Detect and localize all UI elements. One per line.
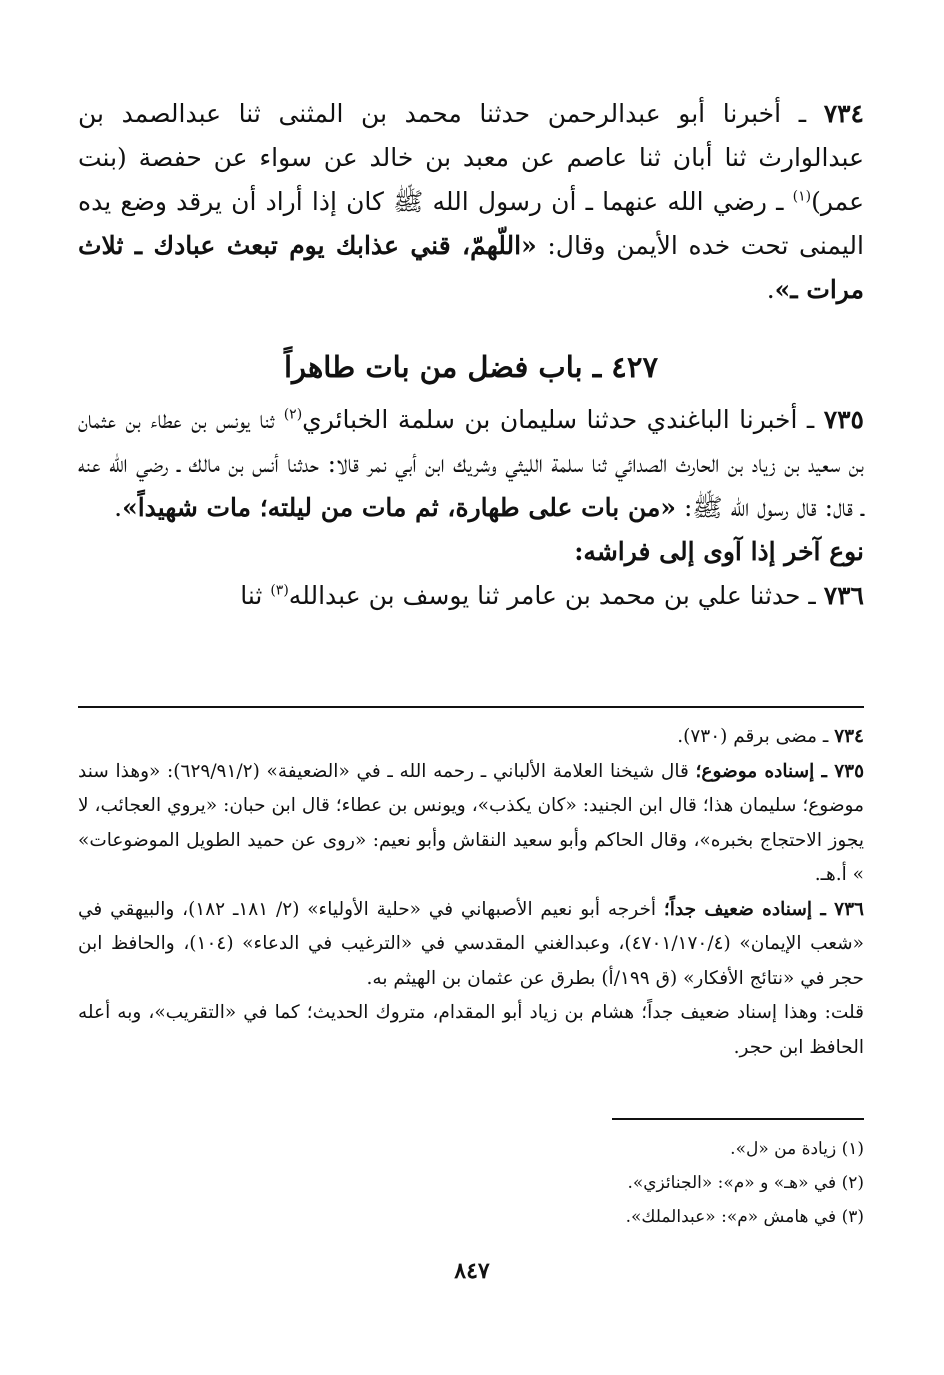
note-verdict: ـ إسناده ضعيف جداً؛ — [663, 898, 835, 920]
hadith-text: ـ أخبرنا الباغندي حدثنا سليمان بن سلمة الخبائري — [302, 405, 824, 434]
divider-main — [78, 706, 864, 708]
footnote-ref: (٣) — [270, 582, 289, 599]
hadith-text: ـ أخبرنا أبو عبدالرحمن حدثنا محمد بن المثنى ثنا عبدالصمد بن عبدالوارث ثنا أبان ثنا عاصم عن معبد بن خالد عن سواء عن حفصة (بنت عمر) — [78, 99, 864, 216]
note-text: قال شيخنا العلامة الألباني ـ رحمه الله ـ في «الضعيفة» (٦٢٩/٩١/٢): «وهذا سند موضوع؛ سليمان هذا؛ قال ابن الجنيد: «كان يكذب»، ويونس بن عطاء؛ قال ابن حبان: «يروي العجائب، لا يجوز الاحتجاج بخبره»، وقال الحاكم وأبو سعيد النقاش وأبو نعيم: «روى عن حميد الطويل الموضوعات» » أ.هـ. — [78, 760, 864, 885]
page-number: ٨٤٧ — [454, 1258, 490, 1284]
divider-footnotes — [612, 1118, 864, 1120]
takhrij-notes — [78, 720, 864, 1065]
footnote-ref: (٢) — [283, 406, 303, 423]
footnote-1: (١) زيادة من «ل». — [730, 1139, 864, 1159]
footnotes — [78, 1132, 864, 1234]
sub-heading: نوع آخر إذا آوى إلى فراشه: — [574, 537, 864, 566]
hadith-number: ٧٣٤ — [823, 99, 864, 128]
punct: . — [114, 493, 123, 522]
footnote-ref: (١) — [792, 188, 812, 205]
hadith-text-cont: ـ رضي الله عنهما ـ أن رسول الله ﷺ كان إذا أراد أن يرقد وضع يده اليمنى تحت خده الأيمن وقال: — [78, 187, 864, 260]
hadith-text-cont: ثنا يونس بن عطاء بن عثمان بن سعيد بن زياد بن الحارث الصدائي ثنا سلمة الليثي وشريك ابن أبي نمر قالا: حدثنا أنس بن مالك ـ رضي الله عنه ـ قال: قال رسول الله ﷺ: — [78, 405, 864, 522]
punct: . — [766, 275, 775, 304]
hadith-736 — [78, 574, 864, 618]
main-text — [78, 92, 864, 618]
hadith-number: ٧٣٥ — [823, 405, 864, 434]
note-number: ٧٣٤ — [834, 726, 864, 747]
hadith-text: ـ حدثنا علي بن محمد بن عامر ثنا يوسف بن عبدالله — [288, 581, 824, 610]
footnote-2: (٢) في «هـ» و «م»: «الجنائزي». — [627, 1173, 864, 1193]
hadith-735 — [78, 398, 864, 530]
note-text: ـ مضى برقم (٧٣٠). — [677, 726, 835, 747]
hadith-number: ٧٣٦ — [823, 581, 864, 610]
note-736 — [78, 893, 864, 997]
note-735 — [78, 755, 864, 893]
note-number: ٧٣٥ — [834, 760, 865, 782]
note-text: أخرجه أبو نعيم الأصبهاني في «حلية الأولياء» (٢/ ١٨١ـ ١٨٢)، والبيهقي في «شعب الإيمان» (٤٧٠١/١٧٠/٤)، وعبدالغني المقدسي في «الترغيب في الدعاء» (١٠٤)، والحافظ ابن حجر في «نتائج الأفكار» (ق ١٩٩/أ) بطرق عن عثمان بن الهيثم به. — [78, 898, 865, 989]
hadith-matn: «من بات على طهارة، ثم مات من ليلته؛ مات شهيداً» — [122, 493, 677, 522]
hadith-734 — [78, 92, 864, 312]
chapter-heading: ٤٢٧ ـ باب فضل من بات طاهراً — [283, 350, 659, 384]
note-number: ٧٣٦ — [834, 898, 864, 920]
hadith-matn: «اللّهمّ، قني عذابك يوم تبعث عبادك ـ ثلاث مرات ـ» — [78, 231, 864, 304]
note-verdict: ـ إسناده موضوع؛ — [695, 760, 835, 782]
hadith-text-cont: ثنا — [240, 581, 271, 610]
note-734 — [78, 720, 864, 755]
note-qult: قلت: وهذا إسناد ضعيف جداً؛ هشام بن زياد أبو المقدام، متروك الحديث؛ كما في «التقريب»، وبه أعله الحافظ ابن حجر. — [78, 1002, 864, 1058]
footnote-3: (٣) في هامش «م»: «عبدالملك». — [625, 1207, 864, 1227]
